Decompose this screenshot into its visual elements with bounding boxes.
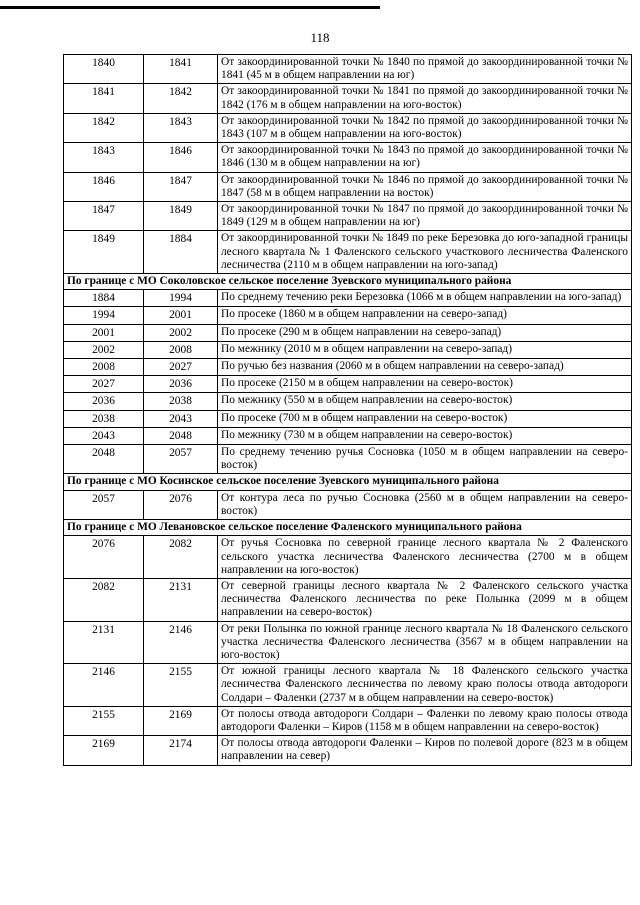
from-point: 2048 (64, 445, 144, 474)
table-row (64, 172, 632, 201)
to-point: 2076 (144, 490, 218, 519)
to-point: 2169 (144, 706, 218, 735)
to-point: 2036 (144, 376, 218, 393)
from-point: 2036 (64, 393, 144, 410)
table-row (64, 536, 632, 579)
from-point: 2155 (64, 706, 144, 735)
to-point: 1847 (144, 172, 218, 201)
table-row (64, 341, 632, 358)
segment-description: По просеке (290 м в общем направлении на северо-запад) (218, 324, 632, 341)
from-point: 2169 (64, 736, 144, 765)
table-row (64, 290, 632, 307)
to-point: 2027 (144, 359, 218, 376)
to-point: 1849 (144, 202, 218, 231)
segment-description: От реки Полынка по южной границе лесного квартала № 18 Фаленского сельского участка лесничества Фаленского лесничества (3567 м в общем направлении на юго-восток) (218, 621, 632, 664)
table-row (64, 393, 632, 410)
from-point: 1994 (64, 307, 144, 324)
to-point: 1846 (144, 143, 218, 172)
from-point: 2027 (64, 376, 144, 393)
segment-description: По межнику (2010 м в общем направлении на северо-запад) (218, 341, 632, 358)
table-row (64, 307, 632, 324)
segment-description: От полосы отвода автодороги Фаленки – Киров по полевой дороге (823 м в общем направлении на север) (218, 736, 632, 765)
segment-description: По межнику (550 м в общем направлении на северо-восток) (218, 393, 632, 410)
from-point: 2146 (64, 664, 144, 707)
segment-description: От северной границы лесного квартала № 2 Фаленского сельского участка лесничества Фаленского лесничества по реке Полынка (2099 м в общем направлении на северо-восток) (218, 578, 632, 621)
to-point: 2048 (144, 427, 218, 444)
to-point: 2002 (144, 324, 218, 341)
table-row (64, 410, 632, 427)
section-title: По границе с МО Соколовское сельское поселение Зуевского муниципального района (64, 274, 632, 290)
table-row (64, 578, 632, 621)
table-row (64, 736, 632, 765)
segment-description: От контура леса по ручью Сосновка (2560 м в общем направлении на северо-восток) (218, 490, 632, 519)
segment-description: По просеке (2150 м в общем направлении на северо-восток) (218, 376, 632, 393)
to-point: 2155 (144, 664, 218, 707)
segment-description: По ручью без названия (2060 м в общем направлении на северо-запад) (218, 359, 632, 376)
from-point: 2076 (64, 536, 144, 579)
section-header-row (64, 274, 632, 290)
segment-description: От ручья Сосновка по северной границе лесного квартала № 2 Фаленского сельского участка лесничества Фаленского лесничества (2700 м в общем направлении на юго-восток) (218, 536, 632, 579)
from-point: 2001 (64, 324, 144, 341)
to-point: 2057 (144, 445, 218, 474)
segment-description: По просеке (700 м в общем направлении на северо-восток) (218, 410, 632, 427)
table-row (64, 113, 632, 142)
from-point: 2002 (64, 341, 144, 358)
top-rule (0, 6, 380, 9)
from-point: 1843 (64, 143, 144, 172)
segment-description: По среднему течению ручья Сосновка (1050 м в общем направлении на северо-восток) (218, 445, 632, 474)
from-point: 1841 (64, 84, 144, 113)
to-point: 2131 (144, 578, 218, 621)
to-point: 1884 (144, 231, 218, 274)
segment-description: От закоординированной точки № 1843 по прямой до закоординированной точки № 1846 (130 м в общем направлении на юг) (218, 143, 632, 172)
segment-description: По просеке (1860 м в общем направлении на северо-запад) (218, 307, 632, 324)
from-point: 1884 (64, 290, 144, 307)
table-row (64, 445, 632, 474)
section-header-row (64, 474, 632, 490)
table-row (64, 324, 632, 341)
segment-description: От закоординированной точки № 1846 по прямой до закоординированной точки № 1847 (58 м в общем направлении на восток) (218, 172, 632, 201)
from-point: 1846 (64, 172, 144, 201)
section-title: По границе с МО Косинское сельское поселение Зуевского муниципального района (64, 474, 632, 490)
segment-description: От закоординированной точки № 1841 по прямой до закоординированной точки № 1842 (176 м в общем направлении на юго-восток) (218, 84, 632, 113)
from-point: 2057 (64, 490, 144, 519)
segment-description: От южной границы лесного квартала № 18 Фаленского сельского участка лесничества Фаленского лесничества по левому краю полосы отвода автодороги Солдари – Фаленки (2737 м в общем направлении на северо-восток) (218, 664, 632, 707)
boundary-table (63, 54, 632, 766)
table-row (64, 143, 632, 172)
to-point: 2043 (144, 410, 218, 427)
segment-description: От закоординированной точки № 1842 по прямой до закоординированной точки № 1843 (107 м в общем направлении на юго-восток) (218, 113, 632, 142)
table-row (64, 359, 632, 376)
segment-description: По межнику (730 м в общем направлении на северо-восток) (218, 427, 632, 444)
table-row (64, 621, 632, 664)
segment-description: От закоординированной точки № 1840 по прямой до закоординированной точки № 1841 (45 м в общем направлении на юг) (218, 55, 632, 84)
section-title: По границе с МО Левановское сельское поселение Фаленского муниципального района (64, 520, 632, 536)
table-row (64, 376, 632, 393)
to-point: 2038 (144, 393, 218, 410)
to-point: 2174 (144, 736, 218, 765)
to-point: 1843 (144, 113, 218, 142)
from-point: 1847 (64, 202, 144, 231)
to-point: 2001 (144, 307, 218, 324)
to-point: 2008 (144, 341, 218, 358)
table-row (64, 664, 632, 707)
segment-description: По среднему течению реки Березовка (1066 м в общем направлении на юго-запад) (218, 290, 632, 307)
to-point: 2146 (144, 621, 218, 664)
from-point: 2008 (64, 359, 144, 376)
from-point: 2082 (64, 578, 144, 621)
to-point: 2082 (144, 536, 218, 579)
table-row (64, 231, 632, 274)
from-point: 2131 (64, 621, 144, 664)
segment-description: От закоординированной точки № 1849 по реке Березовка до юго-западной границы лесного квартала № 1 Фаленского сельского участкового лесничества Фаленского лесничества (2110 м в общем направлении на юго-запад) (218, 231, 632, 274)
from-point: 2043 (64, 427, 144, 444)
to-point: 1842 (144, 84, 218, 113)
to-point: 1841 (144, 55, 218, 84)
segment-description: От полосы отвода автодороги Солдари – Фаленки по левому краю полосы отвода автодороги Фаленки – Киров (1158 м в общем направлении на северо-восток) (218, 706, 632, 735)
section-header-row (64, 520, 632, 536)
from-point: 1842 (64, 113, 144, 142)
to-point: 1994 (144, 290, 218, 307)
table-row (64, 202, 632, 231)
page-number: 118 (310, 30, 330, 45)
table-row (64, 490, 632, 519)
from-point: 2038 (64, 410, 144, 427)
boundary-table-body (64, 55, 632, 766)
table-row (64, 427, 632, 444)
from-point: 1840 (64, 55, 144, 84)
table-row (64, 55, 632, 84)
segment-description: От закоординированной точки № 1847 по прямой до закоординированной точки № 1849 (129 м в общем направлении на юг) (218, 202, 632, 231)
from-point: 1849 (64, 231, 144, 274)
table-row (64, 84, 632, 113)
table-row (64, 706, 632, 735)
